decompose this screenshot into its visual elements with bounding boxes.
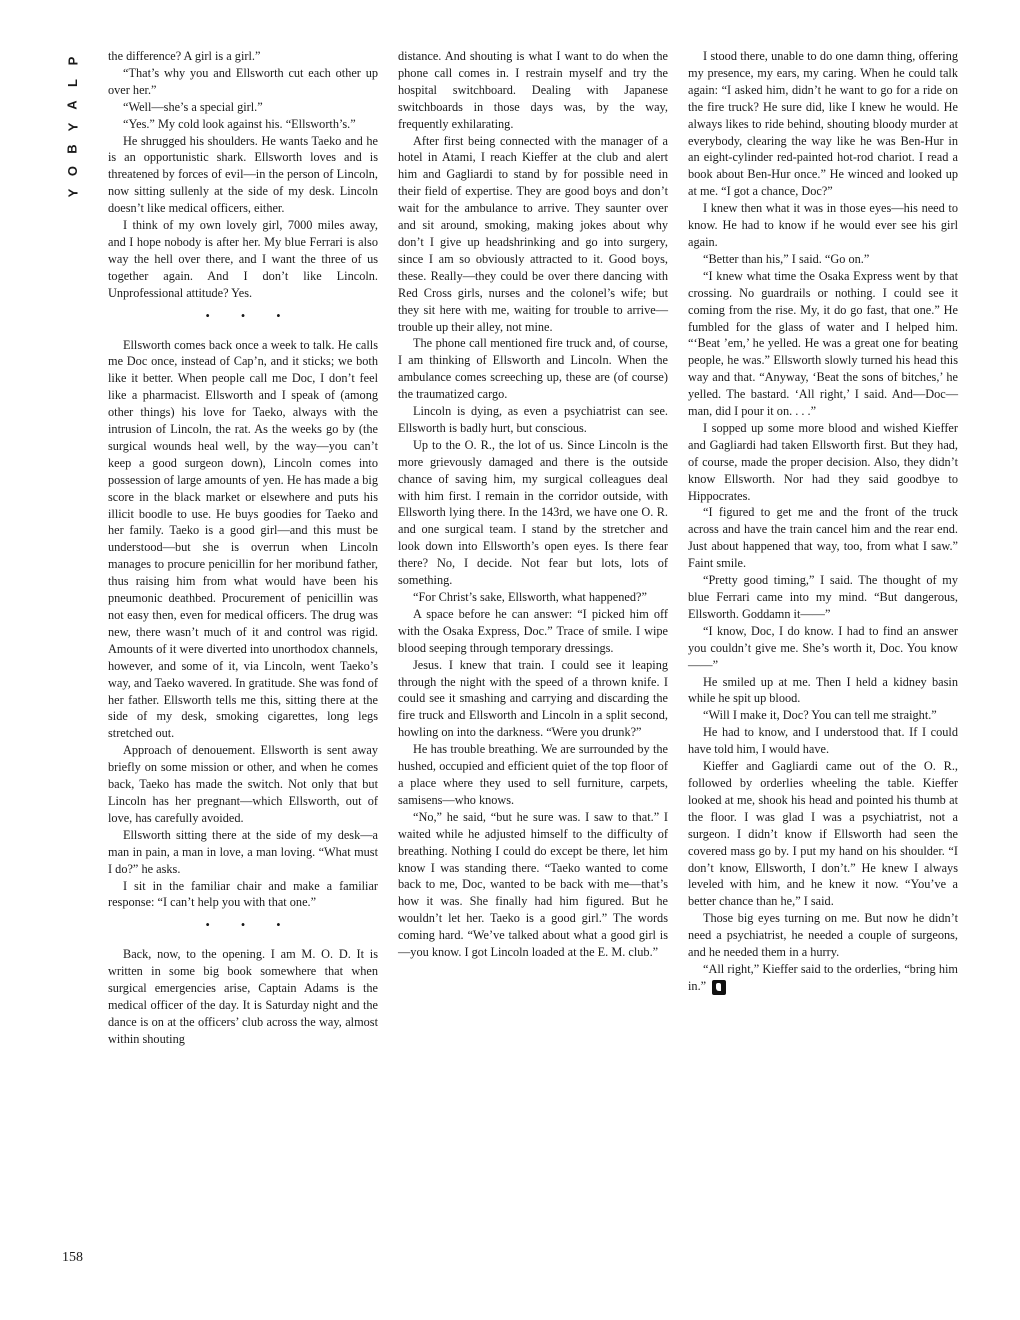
paragraph: Lincoln is dying, as even a psychiatrist can see. Ellsworth is badly hurt, but conscious.	[398, 404, 668, 435]
paragraph: He shrugged his shoulders. He wants Taeko and he is an opportunistic shark. Ellsworth loves and is threatened by forces of evil—in the person of Lincoln, now sitting sullenly at the side of my desk. Lincoln doesn’t like medical officers, either.	[108, 133, 378, 216]
masthead-letter: B	[64, 144, 80, 154]
paragraph: “Yes.” My cold look against his. “Ellsworth’s.”	[123, 116, 356, 131]
paragraph: He smiled up at me. Then I held a kidney basin while he spit up blood.	[688, 674, 958, 706]
paragraph: distance. And shouting is what I want to do when the phone call comes in. I restrain myself and try the hospital switchboard. Dealing with Japanese switchboards in those days was, by the way, frequently exhilarating.	[398, 49, 668, 131]
text-column-2	[398, 48, 668, 961]
paragraph: I think of my own lovely girl, 7000 miles away, and I hope nobody is after her. My blue Ferrari is also way the hell over there, and I want the three of us together again. And I don’t like Lincoln. Unprofessional attitude? Yes.	[108, 218, 378, 300]
paragraph: “I figured to get me and the front of the truck across and have the train cancel him and the rear end. Just about happened that way, too, from what I saw.” Faint smile.	[688, 505, 958, 571]
paragraph: The phone call mentioned fire truck and, of course, I am thinking of Ellsworth and Lincoln. When the ambulance comes screeching up, these are (of course) the traumatized cargo.	[398, 336, 668, 402]
paragraph: “I knew what time the Osaka Express went by that crossing. No guardrails or nothing. I could see it coming from the rise. My, it do go fast, that one.” He fumbled for the glass of water and I helped him. “‘Beat ’em,’ he yelled. He was a great one for beating people, he was.” Ellsworth slowly turned his head this way and that. “Anyway, ‘Beat the sons of bitches,’ he yelled. The bastard. ‘All right,’ I said. And—Doc—man, did I pour it on. . . .”	[688, 268, 958, 419]
paragraph: “I know, Doc, I do know. I had to find an answer you couldn’t give me. She’s worth it, Doc. You know——”	[688, 623, 958, 672]
paragraph: After first being connected with the manager of a hotel in Atami, I reach Kieffer at the club and alert him and Gagliardi to stand by for possible need in their field of expertise. They are good boys and don’t wait for the ambulance to arrive. They saunter over and sit around, smoking, making jokes about why don’t I give up headshrinking and go into surgery, since I am so obviously attracted to it. Good boys, these. Really—they could be over there dancing with Red Cross girls, nurses and the colonel’s wife; but they sit here with me, waiting for trouble to arrive—trouble up their alley, not mine.	[398, 133, 668, 334]
paragraph: “Pretty good timing,” I said. The thought of my blue Ferrari came into my mind. “But dangerous, Ellsworth. Goddamn it——”	[688, 573, 958, 621]
paragraph: A space before he can answer: “I picked him off with the Osaka Express, Doc.” Trace of smile. I wipe blood seeping through temporary dressings.	[398, 606, 668, 655]
section-separator: • • •	[205, 918, 295, 933]
paragraph: Jesus. I knew that train. I could see it leaping through the night with the speed of a thrown knife. I could see it smashing and carrying and discarding the fire truck and Ellsworth and Lincoln in a split second, howling on into the darkness. “Were you drunk?”	[398, 657, 668, 740]
paragraph: “That’s why you and Ellsworth cut each other up over her.”	[108, 65, 378, 97]
paragraph: I sopped up some more blood and wished Kieffer and Gagliardi had taken Ellsworth first. But they had, of course, made the proper decision. Also, they didn’t know Ellsworth. Nor had they said goodbye to Hippocrates.	[688, 420, 958, 503]
page-number: 158	[62, 1250, 83, 1265]
masthead-letter: Y	[64, 188, 80, 198]
text-column-3	[688, 48, 958, 995]
masthead-letter: A	[64, 100, 80, 110]
masthead-letter: P	[64, 56, 80, 66]
paragraph: He had to know, and I understood that. If I could have told him, I would have.	[688, 725, 958, 757]
paragraph: Approach of denouement. Ellsworth is sent away briefly on some mission or other, and when he comes back, Taeko has made the switch. Not only that but Lincoln has her pregnant—which Ellsworth, out of love, has carefully avoided.	[108, 743, 378, 825]
masthead-letter: O	[65, 165, 80, 177]
paragraph: Ellsworth sitting there at the side of my desk—a man in pain, a man in love, a man loving. “What must I do?” he asks.	[108, 827, 378, 876]
paragraph: Kieffer and Gagliardi came out of the O. R., followed by orderlies wheeling the table. Kieffer looked at me, shook his head and pointed his thumb at the floor. I was glad I was a psychiatrist, not a surgeon. I didn’t know if Ellsworth had seen the covered mass go by. I put my hand on his shoulder. “I don’t know, Ellsworth, I don’t.” He knew I always leveled with him, and he knew it now. “You’ve a better chance than he,” I said.	[688, 759, 958, 909]
paragraph: “Well—she’s a special girl.”	[123, 99, 263, 114]
paragraph: “Will I make it, Doc? You can tell me straight.”	[703, 708, 937, 723]
paragraph: the difference? A girl is a girl.”	[108, 49, 261, 63]
paragraph: “Better than his,” I said. “Go on.”	[703, 251, 870, 266]
paragraph: Ellsworth comes back once a week to talk. He calls me Doc once, instead of Cap’n, and it sticks; we both like it better. When people call me Doc, I don’t feel like a pharmacist. Ellsworth and I speak of (among other things) his love for Taeko, always with the intrusion of Lincoln, the rat. As the weeks go by (the surgical wounds heal well, by the way—you can’t keep a good surgeon down), Lincoln comes into possession of large amounts of yen. He has made a big score in the black market or elsewhere and puts his illicit boodle to use. He buys goodies for Taeko and her family. Taeko is a good girl—and this must be understood—but she is overrun when Lincoln manages to procure penicillin for her moribund father, thus raising him from what would have been his pneumonic deathbed. Procurement of penicillin was not easy then, even for medical officers. The drug was new, there wasn’t much of it and control was rigid. Amounts of it were diverted into unorthodox channels, however, and some of it, via Lincoln, went Taeko’s way, and Taeko wavered. In gratitude. She was fond of her father. Ellsworth tells me this, sitting there at the side of my desk, smoking cigarettes, long legs stretched out.	[108, 337, 378, 741]
masthead-letter: Y	[64, 122, 80, 132]
paragraph: I knew then what it was in those eyes—his need to know. He had to know if he would ever see his girl again.	[688, 201, 958, 249]
paragraph: Up to the O. R., the lot of us. Since Lincoln is the more grievously damaged and there is the outside chance of saving him, my surgical colleagues deal with him first. I remain in the corridor outside, with Ellsworth lying there. In the 143rd, we have one O. R. and one surgical team. I stand by the stretcher and look down into Ellsworth’s open eyes. Is there fear there? No, I decide. Not fear but lots, lots of something.	[398, 437, 668, 588]
paragraph: “For Christ’s sake, Ellsworth, what happened?”	[413, 590, 647, 604]
paragraph: I sit in the familiar chair and make a familiar response: “I can’t help you with that one.”	[108, 878, 378, 910]
paragraph: “All right,” Kieffer said to the orderlies, “bring him in.”	[688, 961, 958, 993]
end-of-story-icon	[712, 980, 726, 995]
text-column-1	[108, 48, 378, 1048]
masthead-letter: L	[64, 79, 80, 87]
paragraph: I stood there, unable to do one damn thing, offering my presence, my ears, my caring. When he could talk again: “I asked him, didn’t he want to go for a ride on the fire truck? He sure did, like I knew he would. He always likes to ride behind, shouting bloody murder at everybody, clearing the way like he was Ben-Hur in an eight-cylinder red-painted hot-rod chariot. I read a book about Ben-Hur once.” He winced and looked up at me. “I got a chance, Doc?”	[688, 49, 958, 199]
section-separator: • • •	[205, 308, 295, 323]
paragraph: He has trouble breathing. We are surrounded by the hushed, occupied and efficient quiet of the top floor of a place where they used to sell furniture, carpets, samisens—who knows.	[398, 742, 668, 807]
paragraph: “No,” he said, “but he sure was. I saw to that.” I waited while he adjusted himself to the difficulty of breathing. Nothing I could do except be there, let him know I was standing there. “Taeko wanted to come back to me, Doc, wanted to be back with me—that’s how it was. She finally had him figured. But he wouldn’t let her. Taeko is a good girl.” The words coming hard. “We’ve talked about what a good girl is—you know. I got Lincoln loaded at the E. M. club.”	[398, 809, 668, 960]
paragraph: Those big eyes turning on me. But now he didn’t need a psychiatrist, he needed a couple of surgeons, and he needed them in a hurry.	[688, 911, 958, 960]
magazine-masthead	[58, 50, 88, 204]
paragraph: Back, now, to the opening. I am M. O. D. It is written in some big book somewhere that when surgical emergencies arise, Captain Adams is the medical officer of the day. It is Saturday night and the dance is on at the officers’ club across the way, almost within shouting	[108, 947, 378, 1046]
